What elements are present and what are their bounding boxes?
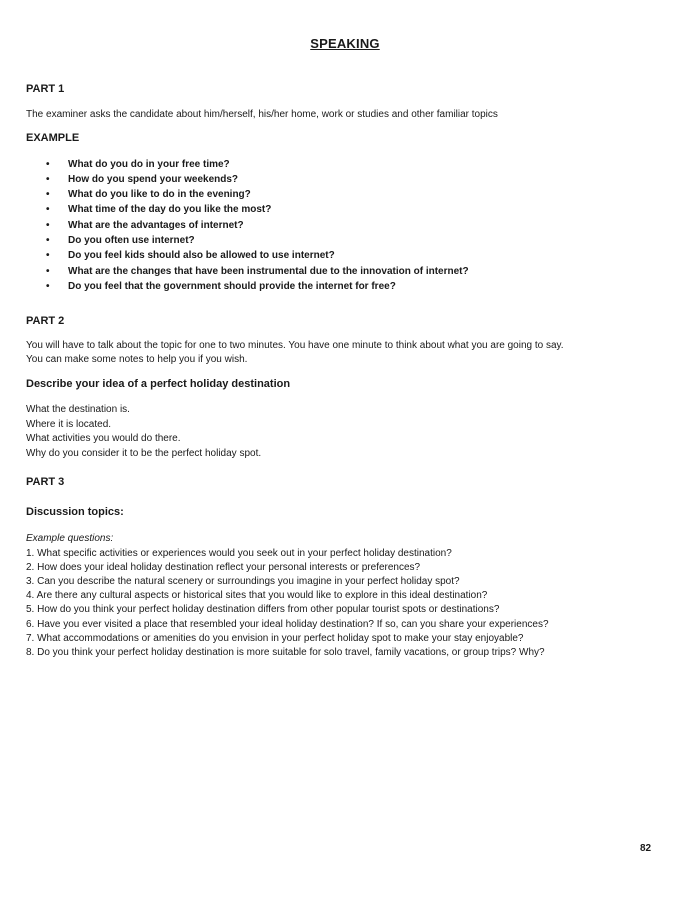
list-item: 5. How do you think your perfect holiday destination differs from other popular tourist spots or destinations? <box>26 604 500 616</box>
bullet-icon: • <box>46 234 50 246</box>
list-item: • What are the advantages of internet? <box>46 218 666 233</box>
list-item: • What do you do in your free time? <box>46 157 666 172</box>
part2-heading: PART 2 <box>26 315 65 328</box>
document-body <box>26 82 666 660</box>
list-item: • What are the changes that have been instrumental due to the innovation of internet? <box>46 264 666 279</box>
list-item: • Do you feel kids should also be allowed to use internet? <box>46 248 666 263</box>
page-number: 82 <box>640 843 652 854</box>
discussion-heading: Discussion topics: <box>26 505 124 518</box>
page-title: SPEAKING <box>310 36 380 51</box>
example-heading: EXAMPLE <box>26 132 80 144</box>
bullet-icon: • <box>46 189 50 201</box>
list-item: 3. Can you describe the natural scenery or surroundings you imagine in your perfect holiday spot? <box>26 576 460 588</box>
list-item: • Do you often use internet? <box>46 233 666 248</box>
part1-heading: PART 1 <box>26 83 65 95</box>
list-item: • What do you like to do in the evening? <box>46 187 666 202</box>
list-item: • What time of the day do you like the most? <box>46 202 666 217</box>
bullet-icon: • <box>46 219 50 231</box>
part1-question-list <box>26 157 666 295</box>
part2-intro <box>26 339 666 368</box>
part2-topic: Describe your idea of a perfect holiday destination <box>26 377 291 390</box>
cue-item: Why do you consider it to be the perfect holiday spot. <box>26 447 262 459</box>
cue-item: Where it is located. <box>26 418 112 430</box>
part3-question-list <box>26 547 666 661</box>
bullet-icon: • <box>46 250 50 262</box>
part3-heading: PART 3 <box>26 476 65 489</box>
bullet-icon: • <box>46 280 50 292</box>
bullet-icon: • <box>46 265 50 277</box>
list-item: 1. What specific activities or experiences would you seek out in your perfect holiday destination? <box>26 547 452 559</box>
cue-item: What activities you would do there. <box>26 433 181 445</box>
list-item: 6. Have you ever visited a place that resembled your ideal holiday destination? If so, can you share your experiences? <box>26 618 549 630</box>
cue-item: What the destination is. <box>26 404 130 416</box>
list-item: 2. How does your ideal holiday destination reflect your personal interests or preferences? <box>26 561 421 573</box>
bullet-icon: • <box>46 158 50 170</box>
bullet-icon: • <box>46 173 50 185</box>
part2-intro-line: You can make some notes to help you if you wish. <box>26 354 248 366</box>
part2-intro-line: You will have to talk about the topic for one to two minutes. You have one minute to think about what you are going to say. <box>26 339 564 351</box>
list-item: • How do you spend your weekends? <box>46 172 666 187</box>
list-item: 7. What accommodations or amenities do you envision in your perfect holiday spot to make your stay enjoyable? <box>26 632 524 644</box>
example-questions-label: Example questions: <box>26 533 114 545</box>
part1-intro: The examiner asks the candidate about him/herself, his/her home, work or studies and other familiar topics <box>26 108 498 120</box>
list-item: 8. Do you think your perfect holiday destination is more suitable for solo travel, family vacations, or group trips? Why? <box>26 647 545 659</box>
part2-cue-list <box>26 403 666 461</box>
list-item: 4. Are there any cultural aspects or historical sites that you would like to explore in this ideal destination? <box>26 590 488 602</box>
bullet-icon: • <box>46 204 50 216</box>
list-item: • Do you feel that the government should provide the internet for free? <box>46 279 666 294</box>
